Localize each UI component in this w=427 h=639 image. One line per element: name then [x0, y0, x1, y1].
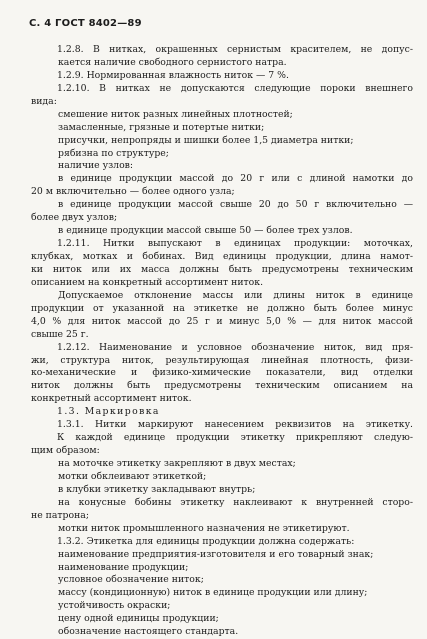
text-line: наличие узлов: — [58, 160, 134, 172]
text-line: свыше 25 г. — [31, 328, 89, 340]
text-line: 20 м включительно — более одного узла; — [31, 186, 235, 198]
text-line: в единице продукции массой свыше 20 до 50 г включительно — — [58, 199, 413, 211]
text-line: устойчивость окраски; — [58, 600, 171, 612]
text-line: клубках, мотках и бобинах. Вид единицы продукции, длина намот- — [31, 251, 413, 262]
text-line: в клубки этикетку закладывают внутрь; — [58, 483, 256, 495]
text-line: мотки обклеивают этикеткой; — [58, 470, 207, 482]
document-body — [31, 44, 413, 639]
text-line: 1.2.11. Нитки выпускают в единицах продукции: моточках, — [57, 238, 413, 250]
page-header: С. 4 ГОСТ 8402—89 — [29, 18, 142, 29]
text-line: жи, структура ниток, результирующая линейная плотность, физи- — [31, 354, 413, 366]
text-line: описанием на конкретный ассортимент ниток. — [31, 276, 264, 288]
text-line: рябизна по структуре; — [58, 147, 169, 159]
text-line: вида: — [31, 95, 57, 107]
text-line: обозначение настоящего стандарта. — [58, 626, 239, 638]
text-line: цену одной единицы продукции; — [58, 613, 219, 625]
text-line: условное обозначение ниток; — [58, 574, 204, 586]
text-line: присучки, непропряды и шишки более 1,5 диаметра нитки; — [58, 134, 354, 146]
text-line: наименование продукции; — [58, 561, 189, 573]
text-line: 1.2.10. В нитках не допускаются следующие пороки внешнего — [57, 82, 413, 94]
text-line: К каждой единице продукции этикетку прикрепляют следую- — [57, 432, 413, 444]
text-line: 1.3.2. Этикетка для единицы продукции должна содержать: — [57, 535, 355, 547]
text-line: замасленные, грязные и потертые нитки; — [58, 121, 265, 133]
text-line: более двух узлов; — [31, 212, 118, 224]
text-line: массу (кондиционную) ниток в единице продукции или длину; — [58, 587, 368, 599]
text-line: на моточке этикетку закрепляют в двух местах; — [58, 458, 296, 469]
text-line: на конусные бобины этикетку наклеивают к внутренней сторо- — [58, 496, 413, 508]
text-line: ко-механические и физико-химические показатели, вид отделки — [31, 367, 413, 379]
text-line: наименование предприятия-изготовителя и его товарный знак; — [58, 548, 374, 560]
text-line: конкретный ассортимент ниток. — [31, 393, 192, 405]
text-line: щим образом: — [31, 445, 100, 457]
text-line: 1.2.8. В нитках, окрашенных сернистым красителем, не допус- — [57, 44, 413, 55]
text-line: Допускаемое отклонение массы или длины ниток в единице — [58, 289, 413, 301]
text-line: ниток должны быть предусмотрены техническим описанием на — [31, 380, 413, 392]
text-line: в единице продукции массой до 20 г или с длиной намотки до — [58, 173, 413, 185]
text-line: 4,0 % для ниток массой до 25 г и минус 5,0 % — для ниток массой — [31, 315, 413, 327]
text-line: продукции от указанной на этикетке не должно быть более минус — [31, 302, 413, 314]
text-line: 1.2.12. Наименование и условное обозначение ниток, вид пря- — [57, 341, 413, 353]
text-line: 1.2.9. Нормированная влажность ниток — 7 %. — [57, 69, 289, 81]
text-line: ки ниток или их масса должны быть предусмотрены техническим — [31, 263, 413, 275]
text-line: 1.3.1. Нитки маркируют нанесением реквизитов на этикетку. — [57, 419, 413, 431]
text-line: кается наличие свободного сернистого натра. — [58, 56, 287, 68]
text-line: в единице продукции массой свыше 50 — более трех узлов. — [58, 225, 353, 237]
text-line: мотки ниток промышленного назначения не этикетируют. — [58, 522, 350, 534]
text-line: смешение ниток разных линейных плотностей; — [58, 108, 293, 120]
text-line: не патрона; — [31, 509, 89, 521]
text-line: 1.3. Маркировка — [57, 406, 160, 418]
